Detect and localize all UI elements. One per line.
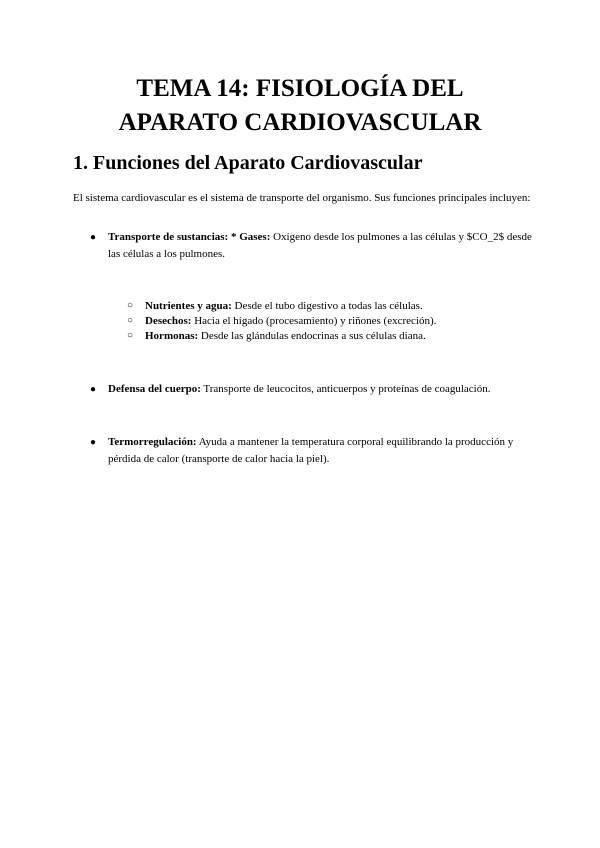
list-item-transporte [90,229,533,263]
list-item-text: Oxígeno desde los pulmones a las células y $CO_2$ desde las células a los pulmones. [108,231,532,260]
sub-item-nutrientes [127,298,535,314]
list-item-label: Defensa del cuerpo: [108,383,201,395]
sub-item-text: Desde las glándulas endocrinas a sus células diana. [198,330,426,342]
title-line-1: TEMA 14: FISIOLOGÍA DEL [136,75,464,102]
circle-bullet-icon: ○ [127,330,134,341]
bullet-icon: ● [90,437,97,448]
circle-bullet-icon: ○ [127,315,134,326]
sub-item-label: Desechos: [145,315,192,327]
intro-paragraph: El sistema cardiovascular es el sistema de transporte del organismo. Sus funciones principales incluyen: [73,192,531,204]
list-item-label: Transporte de sustancias: * Gases: [108,231,271,243]
list-item-termorregulacion [90,434,533,468]
list-item-label: Termorregulación: [108,436,197,448]
page-title [0,72,600,140]
list-item-defensa [90,381,533,398]
sub-item-hormonas [127,328,535,344]
sub-item-label: Hormonas: [145,330,199,342]
circle-bullet-icon: ○ [127,300,134,311]
bullet-icon: ● [90,384,97,395]
section-heading: 1. Funciones del Aparato Cardiovascular [73,152,423,174]
bullet-icon: ● [90,232,97,243]
title-line-2: APARATO CARDIOVASCULAR [118,109,482,136]
sub-item-text: Hacia el hígado (procesamiento) y riñones (excreción). [191,315,437,327]
sub-item-label: Nutrientes y agua: [145,300,232,312]
list-item-text: Ayuda a mantener la temperatura corporal equilibrando la producción y pérdida de calor (transporte de calor hacia la piel). [108,436,514,465]
sub-item-desechos [127,313,535,329]
list-item-text: Transporte de leucocitos, anticuerpos y proteínas de coagulación. [200,383,491,395]
sub-item-text: Desde el tubo digestivo a todas las células. [231,300,423,312]
